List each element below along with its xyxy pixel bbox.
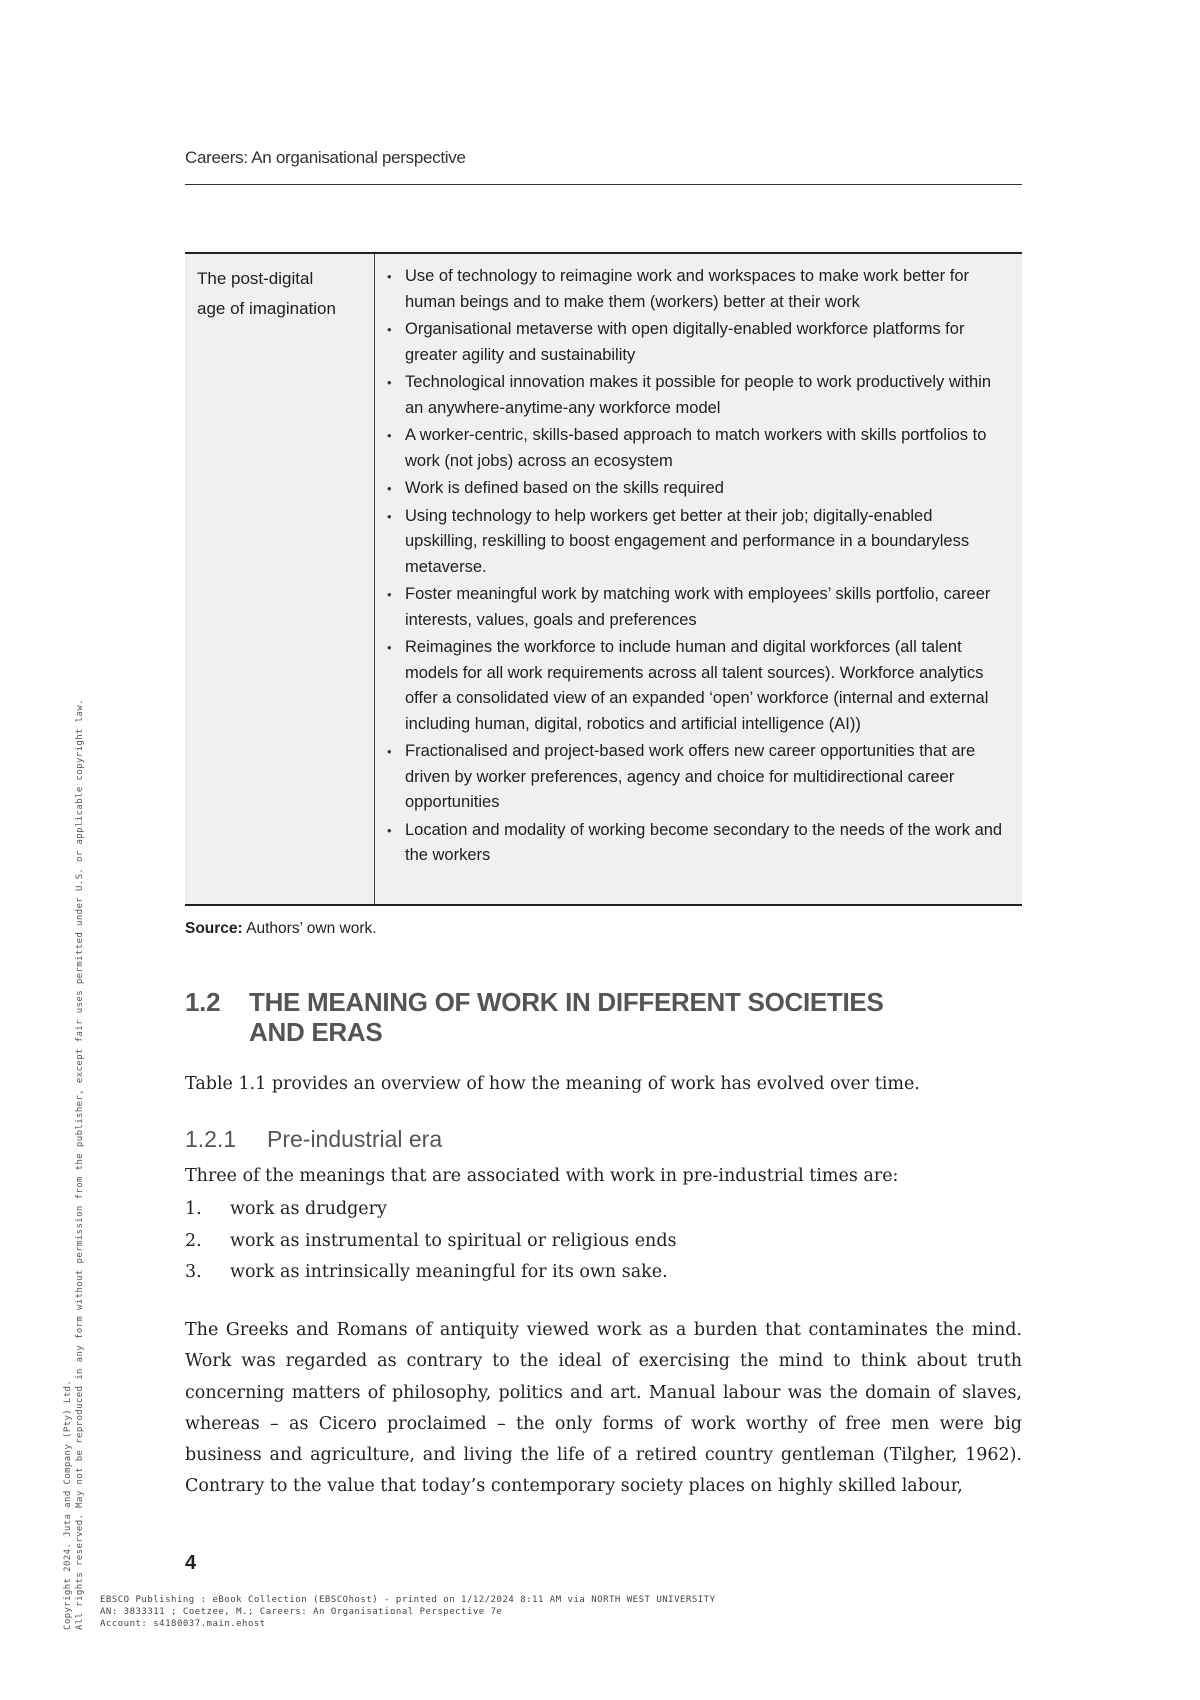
subsection-title: Pre-industrial era bbox=[267, 1126, 443, 1152]
list-item: • Technological innovation makes it possible for people to work productively within an anywhere-anytime-any workforce model bbox=[405, 370, 1008, 421]
era-label: The post-digital age of imagination bbox=[185, 254, 375, 904]
body-paragraph: The Greeks and Romans of antiquity viewed work as a burden that contaminates the mind. Work was regarded as contrary to the ideal of exercising the mind to think about truth concerning matters of philosophy, politics and art. Manual labour was the domain of slaves, whereas – as Cicero proclaimed – the only forms of work worthy of free men were big business and agriculture, and living the life of a retired country gentleman (Tilgher, 1962). Contrary to the value that today’s contemporary society places on highly skilled labour, bbox=[185, 1320, 1022, 1497]
table-source bbox=[185, 920, 377, 938]
subsection-heading bbox=[185, 1126, 442, 1153]
footer-line: AN: 3833311 ; Coetzee, M.; Careers: An Organisational Perspective 7e bbox=[100, 1607, 503, 1617]
list-item: • Fractionalised and project-based work offers new career opportunities that are driven by worker preferences, agency and choice for multidirectional career opportunities bbox=[405, 739, 1008, 816]
meanings-list bbox=[185, 1194, 677, 1289]
source-label: Source: bbox=[185, 920, 243, 937]
list-text: work as intrinsically meaningful for its own sake. bbox=[230, 1262, 668, 1282]
era-characteristics-list bbox=[375, 254, 1022, 904]
copyright-line: All rights reserved. May not be reproduced in any form without permission from the publisher, except fair uses permitted under U.S. or applicable copyright law. bbox=[75, 699, 85, 1630]
source-text: Authors’ own work. bbox=[246, 920, 377, 937]
section-heading bbox=[185, 987, 985, 1047]
section-title: THE MEANING OF WORK IN DIFFERENT SOCIETIES AND ERAS bbox=[249, 987, 884, 1047]
list-item: • Work is defined based on the skills required bbox=[405, 476, 1008, 502]
list-number: 2. bbox=[185, 1230, 202, 1251]
list-text: work as drudgery bbox=[230, 1199, 387, 1219]
list-number: 3. bbox=[185, 1262, 202, 1282]
subsection-lead: Three of the meanings that are associated with work in pre-industrial times are: bbox=[185, 1166, 899, 1186]
section-intro: Table 1.1 provides an overview of how the meaning of work has evolved over time. bbox=[185, 1074, 920, 1094]
list-item: • Organisational metaverse with open digitally-enabled workforce platforms for greater agility and sustainability bbox=[405, 317, 1008, 368]
footer-line: EBSCO Publishing : eBook Collection (EBSCOhost) - printed on 1/12/2024 8:11 AM via NORTH WEST UNIVERSITY bbox=[100, 1595, 716, 1605]
footer-line: Account: s4180037.main.ehost bbox=[100, 1619, 266, 1629]
list-item: • Reimagines the workforce to include human and digital workforces (all talent models for all work requirements across all talent sources). Workforce analytics offer a consolidated view of an expanded ‘open’ workforce (internal and external including human, digital, robotics and artificial intelligence (AI)) bbox=[405, 635, 1008, 737]
subsection-number: 1.2.1 bbox=[185, 1126, 237, 1152]
list-number: 1. bbox=[185, 1199, 202, 1219]
section-number: 1.2 bbox=[185, 987, 221, 1017]
list-item: • Use of technology to reimagine work and workspaces to make work better for human beings and to make them (workers) better at their work bbox=[405, 264, 1008, 315]
running-head: Careers: An organisational perspective bbox=[185, 148, 466, 167]
list-item bbox=[185, 1194, 677, 1226]
list-item bbox=[185, 1257, 677, 1289]
copyright-line: Copyright 2024. Juta and Company (Pty) Ltd. bbox=[63, 1379, 73, 1630]
list-item: • Using technology to help workers get better at their job; digitally-enabled upskilling, reskilling to boost engagement and performance in a boundaryless metaverse. bbox=[405, 504, 1008, 581]
header-rule bbox=[185, 184, 1022, 185]
era-table bbox=[185, 252, 1022, 906]
list-item: • A worker-centric, skills-based approach to match workers with skills portfolios to work (not jobs) across an ecosystem bbox=[405, 423, 1008, 474]
print-footer bbox=[100, 1594, 716, 1630]
copyright-notice bbox=[62, 699, 86, 1630]
list-item: • Location and modality of working become secondary to the needs of the work and the workers bbox=[405, 818, 1008, 869]
page-number: 4 bbox=[185, 1552, 197, 1574]
list-item: • Foster meaningful work by matching work with employees’ skills portfolio, career interests, values, goals and preferences bbox=[405, 582, 1008, 633]
list-text: work as instrumental to spiritual or religious ends bbox=[230, 1230, 677, 1251]
list-item bbox=[185, 1226, 677, 1258]
